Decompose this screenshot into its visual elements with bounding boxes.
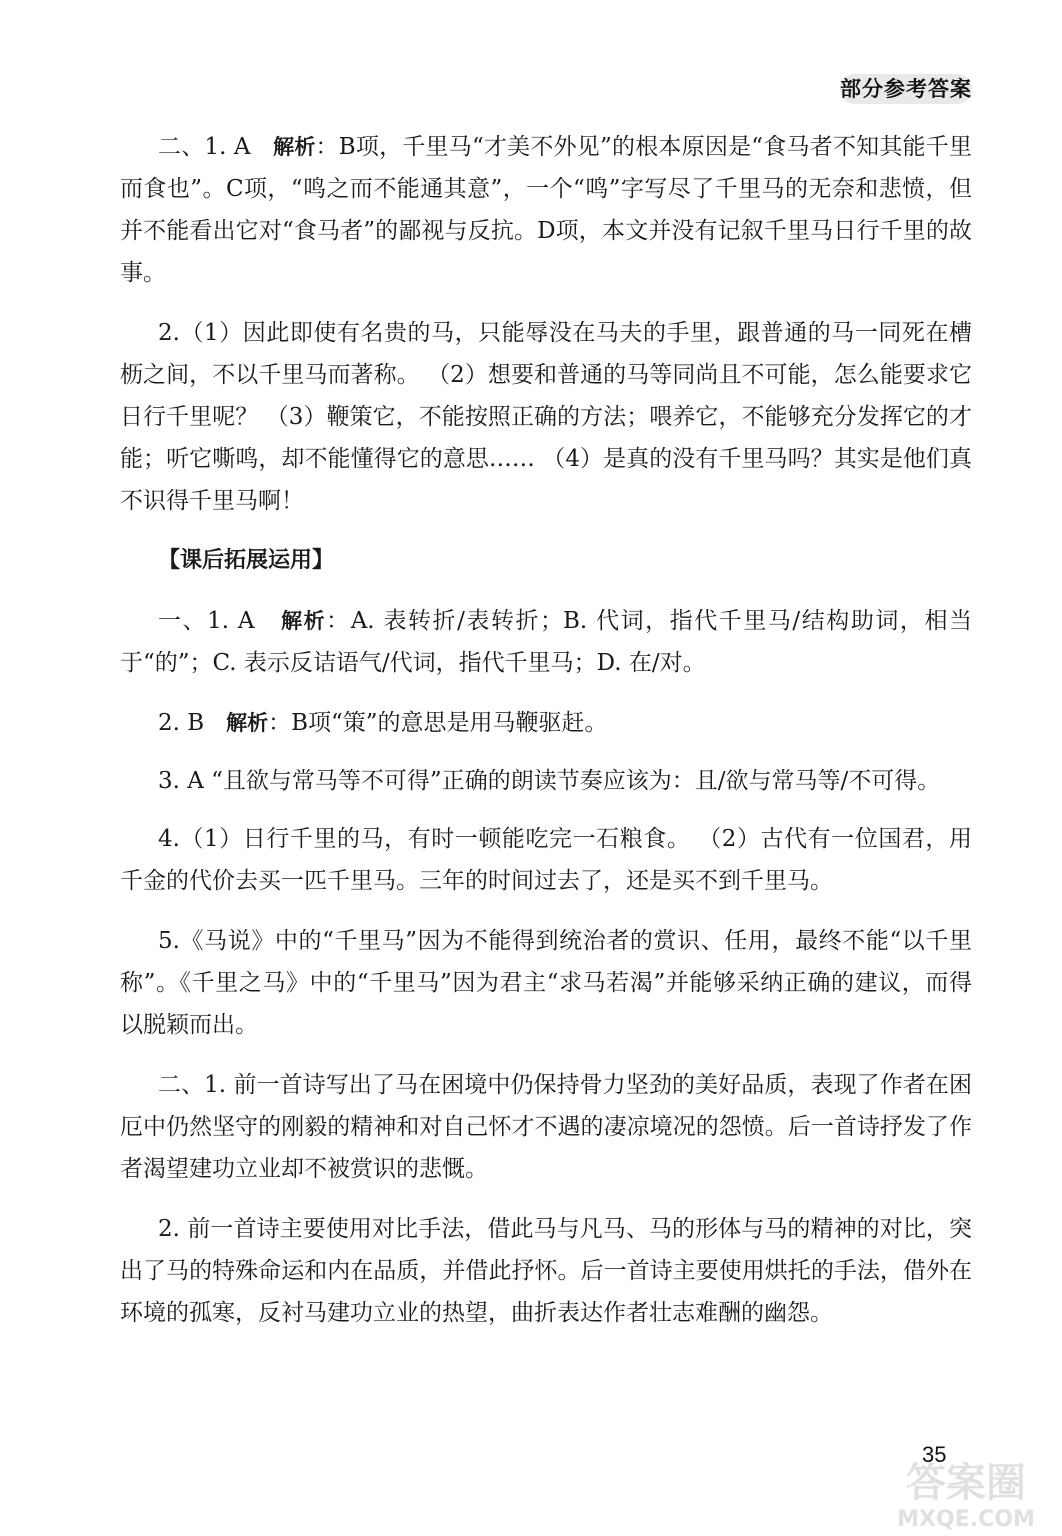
answer-text: 2.（1）因此即使有名贵的马，只能辱没在马夫的手里，跟普通的马一同死在槽枥之间，不以千里马而著称。 （2）想要和普通的马等同尚且不可能，怎么能要求它日行千里呢？ （3）鞭策它，不能按照正确的方法；喂养它，不能够充分发挥它的才能；听它嘶鸣，却不能懂得它的意思…… （4）是真的没有千里马吗？其实是他们真不识得千里马啊！ — [120, 320, 972, 514]
section-badge: 部分参考答案 — [840, 74, 972, 104]
answer-paragraph — [120, 600, 972, 684]
page-number: 35 — [922, 1442, 947, 1467]
analysis-label: 解析 — [226, 711, 269, 735]
answer-text: 2. 前一首诗主要使用对比手法，借此马与凡马、马的形体与马的精神的对比，突出了马的特殊命运和内在品质，并借此抒怀。后一首诗主要使用烘托的手法，借外在环境的孤寒，反衬马建功立业的热望，曲折表达作者壮志难酬的幽怨。 — [120, 1216, 972, 1326]
answer-prefix: 2. B — [158, 710, 205, 736]
answer-prefix: 一、1. A — [158, 608, 255, 634]
analysis-label: 解析 — [281, 609, 327, 633]
answer-text: ：B项“策”的意思是用马鞭驱赶。 — [268, 710, 608, 736]
answer-text: 5.《马说》中的“千里马”因为不能得到统治者的赏识、任用，最终不能“以千里称”。《千里之马》中的“千里马”因为君主“求马若渴”并能够采纳正确的建议，而得以脱颖而出。 — [120, 928, 972, 1038]
answer-paragraph — [120, 760, 972, 802]
section-heading-text: 【课后拓展运用】 — [158, 548, 335, 573]
section-heading — [120, 540, 972, 582]
answer-paragraph — [120, 126, 972, 294]
answer-text: 4.（1）日行千里的马，有时一顿能吃完一石粮食。 （2）古代有一位国君，用千金的代价去买一匹千里马。三年的时间过去了，还是买不到千里马。 — [120, 826, 972, 894]
answer-paragraph — [120, 920, 972, 1046]
answer-paragraph — [120, 818, 972, 902]
answer-paragraph — [120, 702, 972, 744]
answer-paragraph — [120, 312, 972, 522]
svg-text:答案圈: 答案圈 — [906, 1460, 1026, 1506]
answer-paragraph — [120, 1208, 972, 1334]
answer-paragraph — [120, 1064, 972, 1190]
svg-text:MXQE.COM: MXQE.COM — [897, 1507, 1035, 1532]
answer-content — [120, 126, 972, 1352]
answer-prefix: 二、1. A — [158, 134, 251, 160]
answer-text: 二、1. 前一首诗写出了马在困境中仍保持骨力坚劲的美好品质，表现了作者在困厄中仍然坚守的刚毅的精神和对自己怀才不遇的凄凉境况的怨愤。后一首诗抒发了作者渴望建功立业却不被赏识的悲慨。 — [120, 1072, 972, 1182]
watermark-logo — [876, 1446, 1056, 1532]
answer-text: ：A. 表转折/表转折；B. 代词，指代千里马/结构助词，相当于“的”；C. 表示反诘语气/代词，指代千里马；D. 在/对。 — [120, 608, 972, 676]
answer-text: 3. A “且欲与常马等不可得”正确的朗读节奏应该为：且/欲与常马等/不可得。 — [158, 768, 941, 794]
answer-text: ：B项，千里马“才美不外见”的根本原因是“食马者不知其能千里而食也”。C项，“鸣之而不能通其意”，一个“鸣”字写尽了千里马的无奈和悲愤，但并不能看出它对“食马者”的鄙视与反抗。D项，本文并没有记叙千里马日行千里的故事。 — [120, 134, 972, 286]
analysis-label: 解析 — [273, 135, 316, 159]
